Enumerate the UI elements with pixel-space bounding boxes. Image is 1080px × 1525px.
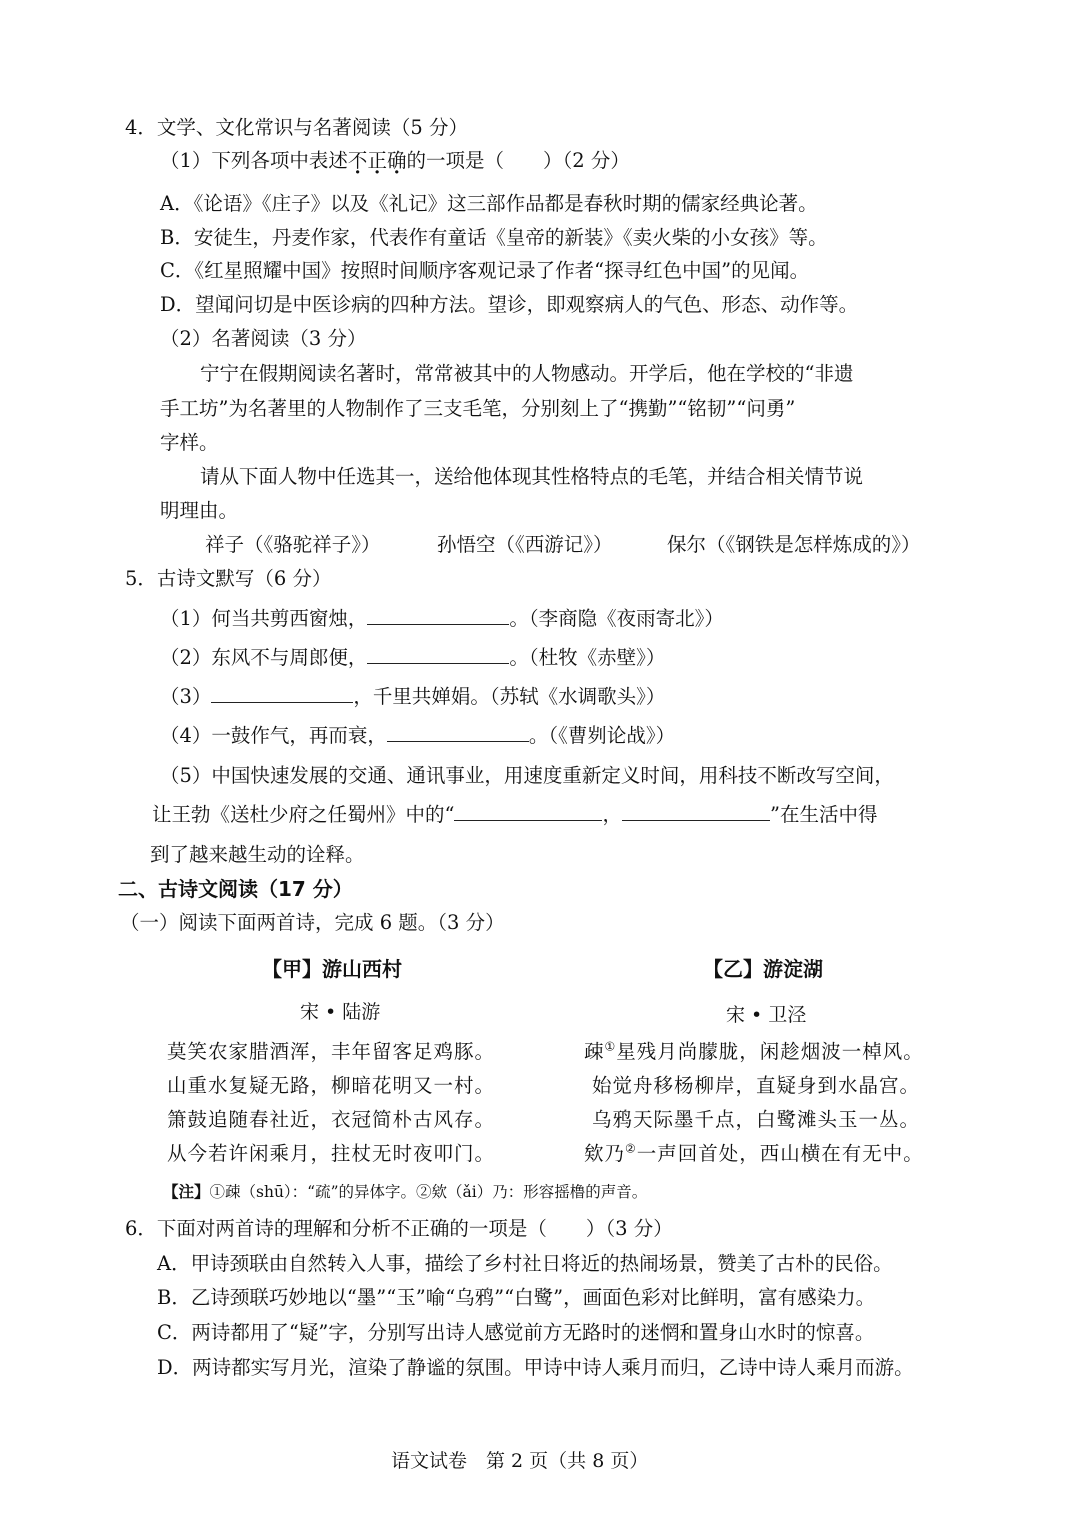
q5-item-1	[160, 606, 724, 632]
poem-b-title: 【乙】游淀湖	[703, 957, 823, 981]
emphasis-dot-1: 不	[347, 149, 368, 172]
answer-blank[interactable]	[387, 723, 529, 742]
q6-option-d: D．两诗都实写月光，渲染了静谧的氛围。甲诗中诗人乘月而归，乙诗中诗人乘月而游。	[157, 1356, 914, 1379]
q4-character-2: 孙悟空（《西游记》）	[437, 533, 613, 556]
poem-a-line-2: 山重水复疑无路，柳暗花明又一村。	[167, 1074, 496, 1097]
q5-item-3-post: ，千里共婵娟。（苏轼《水调歌头》）	[353, 685, 666, 708]
poem-a-line-1: 莫笑农家腊酒浑，丰年留客足鸡豚。	[167, 1040, 496, 1063]
q5-item-5-pre: 让王勃《送杜少府之任蜀州》中的“	[152, 803, 455, 826]
poem-b-line-3: 乌鸦天际墨千点，白鹭滩头玉一丛。	[592, 1108, 921, 1131]
poem-a-author: 宋 • 陆游	[300, 1001, 381, 1023]
poem-b-line-1	[584, 1036, 924, 1064]
q5-item-1-post: 。（李商隐《夜雨寄北》）	[509, 607, 724, 630]
q4-option-a: A．《论语》《庄子》以及《礼记》这三部作品都是春秋时期的儒家经典论著。	[160, 192, 818, 215]
section-2-part1: （一）阅读下面两首诗，完成 6 题。（3 分）	[120, 911, 505, 934]
q6-option-c: C．两诗都用了“疑”字，分别写出诗人感觉前方无路时的迷惘和置身山水时的惊喜。	[157, 1321, 875, 1344]
q4-para1-line2: 手工坊”为名著里的人物制作了三支毛笔，分别刻上了“携勤”“铭韧”“问勇”	[160, 397, 796, 420]
q4-para2-line2: 明理由。	[160, 499, 239, 522]
q4-para2-line1: 请从下面人物中任选其一，送给他体现其性格特点的毛笔，并结合相关情节说	[200, 465, 864, 488]
poem-b-author: 宋 • 卫泾	[726, 1004, 807, 1026]
section-2-title: 二、古诗文阅读（17 分）	[118, 877, 353, 901]
poem-b-line-4	[584, 1138, 924, 1166]
q6-option-a: A．甲诗颈联由自然转入人事，描绘了乡村社日将近的热闹场景，赞美了古朴的民俗。	[157, 1252, 893, 1275]
answer-blank[interactable]	[367, 606, 509, 625]
q5-item-4	[160, 723, 675, 749]
answer-blank[interactable]	[454, 802, 602, 821]
q5-item-2-pre: （2）东风不与周郎便，	[160, 646, 368, 669]
emphasis-dot-2: 正	[367, 149, 387, 172]
poem-b-line-4-b: 一声回首处，西山横在有无中。	[636, 1142, 924, 1165]
note-text: ①疎（shū）：“疏”的异体字。②欸（ǎi）乃：形容摇橹的声音。	[209, 1183, 648, 1201]
q4-para1-line3: 字样。	[160, 431, 219, 454]
q5-item-3-pre: （3）	[160, 685, 212, 708]
q5-item-4-post: 。（《曹刿论战》）	[528, 724, 676, 747]
answer-blank[interactable]	[367, 645, 509, 664]
answer-blank[interactable]	[622, 802, 770, 821]
q5-title: 5．古诗文默写（6 分）	[125, 567, 332, 590]
poem-b-line-4-a: 欸乃	[584, 1142, 626, 1165]
q5-item-5-line1: （5）中国快速发展的交通、通讯事业，用速度重新定义时间，用科技不断改写空间，	[160, 764, 894, 787]
q4-option-d: D．望闻问切是中医诊病的四种方法。望诊，即观察病人的气色、形态、动作等。	[160, 293, 859, 316]
q4-option-c: C．《红星照耀中国》按照时间顺序客观记录了作者“探寻红色中国”的见闻。	[160, 259, 810, 282]
emphasis-dot-3: 确	[386, 149, 407, 172]
q5-item-5-line2	[152, 802, 877, 828]
poem-a-line-4: 从今若许闲乘月，拄杖无时夜叩门。	[167, 1142, 496, 1165]
q4-title: 4．文学、文化常识与名著阅读（5 分）	[125, 116, 469, 139]
q5-item-3	[160, 684, 665, 710]
q5-item-4-pre: （4）一鼓作气，再而衰，	[160, 724, 387, 747]
q5-item-5-mid: ，	[602, 803, 622, 826]
poem-b-line-1-a: 疎	[584, 1040, 605, 1063]
poem-a-title: 【甲】游山西村	[262, 957, 402, 981]
poem-note	[163, 1180, 647, 1202]
q4-para1-line1: 宁宁在假期阅读名著时，常常被其中的人物感动。开学后，他在学校的“非遗	[200, 362, 854, 385]
q4-sub1-post: 的一项是（ ）（2 分）	[406, 149, 630, 172]
q4-character-1: 祥子（《骆驼祥子》）	[205, 533, 381, 556]
footnote-marker-2: ②	[625, 1141, 637, 1156]
q5-item-5-line3: 到了越来越生动的诠释。	[150, 843, 365, 866]
q4-option-b: B．安徒生，丹麦作家，代表作有童话《皇帝的新装》《卖火柴的小女孩》等。	[160, 226, 828, 249]
poem-b-line-1-b: 星残月尚朦胧，闲趁烟波一棹风。	[616, 1040, 924, 1063]
q5-item-2	[160, 645, 665, 671]
q4-sub1	[160, 148, 630, 174]
q5-item-5-post: ”在生活中得	[770, 803, 878, 826]
poem-a-line-3: 箫鼓追随春社近，衣冠简朴古风存。	[167, 1108, 496, 1131]
page-footer: 语文试卷 第 2 页（共 8 页）	[391, 1450, 649, 1472]
answer-blank[interactable]	[211, 684, 353, 703]
q4-sub1-pre: （1）下列各项中表述	[160, 149, 348, 172]
q6-option-b: B．乙诗颈联巧妙地以“墨”“玉”喻“乌鸦”“白鹭”，画面色彩对比鲜明，富有感染力。	[157, 1286, 876, 1309]
note-label: 【注】	[163, 1183, 210, 1201]
poem-b-line-2: 始觉舟移杨柳岸，直疑身到水晶宫。	[592, 1074, 921, 1097]
q4-character-3: 保尔（《钢铁是怎样炼成的》）	[667, 533, 921, 556]
footnote-marker-1: ①	[604, 1039, 617, 1054]
q5-item-2-post: 。（杜牧《赤壁》）	[509, 646, 666, 669]
q5-item-1-pre: （1）何当共剪西窗烛，	[160, 607, 368, 630]
q4-sub2: （2）名著阅读（3 分）	[160, 327, 367, 350]
q6-title: 6．下面对两首诗的理解和分析不正确的一项是（ ）（3 分）	[125, 1217, 673, 1240]
